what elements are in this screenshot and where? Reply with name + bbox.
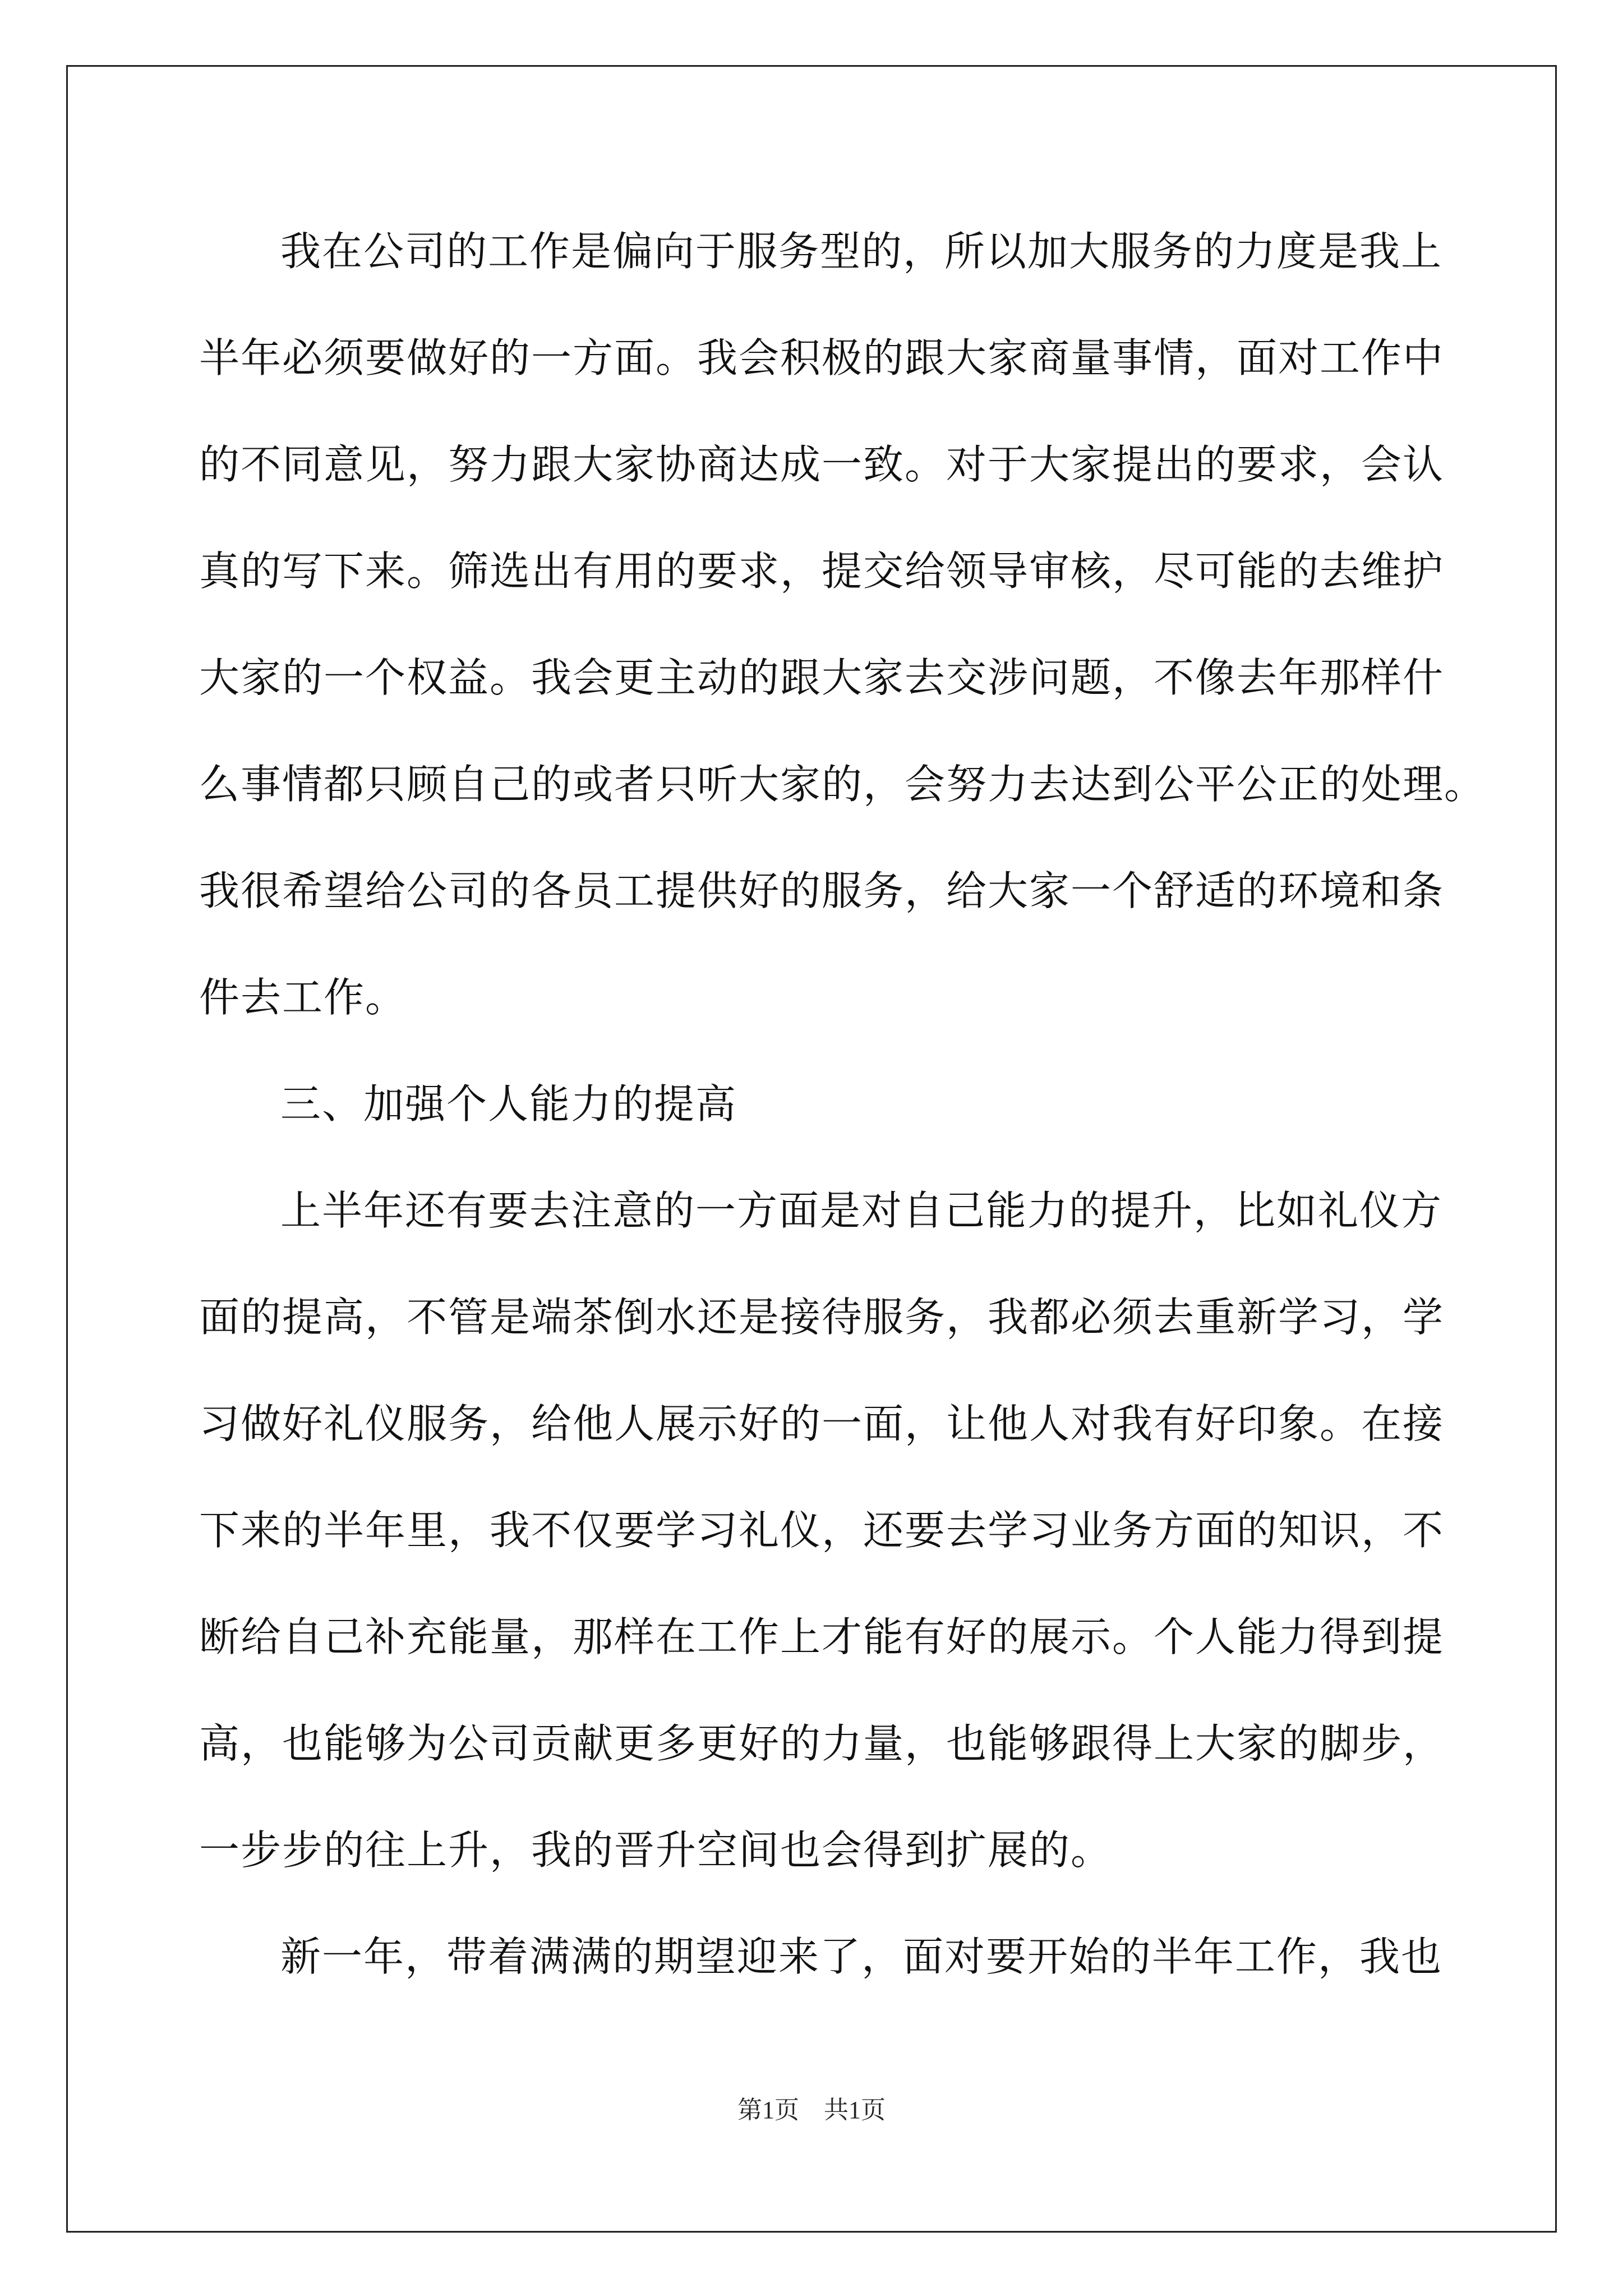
paragraph-line: 一步步的往上升，我的晋升空间也会得到扩展的。 xyxy=(199,1826,1113,1874)
paragraph-line: 我在公司的工作是偏向于服务型的，所以加大服务的力度是我上 xyxy=(280,228,1443,275)
paragraph-line: 下来的半年里，我不仅要学习礼仪，还要去学习业务方面的知识，不 xyxy=(199,1507,1445,1554)
page-border xyxy=(66,65,1557,2233)
paragraph-line: 面的提高，不管是端茶倒水还是接待服务，我都必须去重新学习，学 xyxy=(199,1294,1445,1341)
paragraph-line: 习做好礼仪服务，给他人展示好的一面，让他人对我有好印象。在接 xyxy=(199,1400,1445,1447)
paragraph-line: 件去工作。 xyxy=(199,974,407,1021)
paragraph-line: 高，也能够为公司贡献更多更好的力量，也能够跟得上大家的脚步， xyxy=(199,1720,1445,1767)
paragraph-line: 大家的一个权益。我会更主动的跟大家去交涉问题，不像去年那样什 xyxy=(199,654,1445,701)
section-heading: 三、加强个人能力的提高 xyxy=(280,1080,737,1128)
paragraph-line: 半年必须要做好的一方面。我会积极的跟大家商量事情，面对工作中 xyxy=(199,334,1445,381)
page-total: 共1页 xyxy=(824,2096,886,2124)
paragraph-line: 我很希望给公司的各员工提供好的服务，给大家一个舒适的环境和条 xyxy=(199,867,1445,914)
paragraph-line: 的不同意见，努力跟大家协商达成一致。对于大家提出的要求，会认 xyxy=(199,441,1445,488)
paragraph-line: 断给自己补充能量，那样在工作上才能有好的展示。个人能力得到提 xyxy=(199,1613,1445,1660)
page-footer xyxy=(0,2090,1623,2125)
paragraph-line: 么事情都只顾自己的或者只听大家的，会努力去达到公平公正的处理。 xyxy=(199,761,1486,808)
paragraph-line: 上半年还有要去注意的一方面是对自己能力的提升，比如礼仪方 xyxy=(280,1187,1443,1234)
paragraph-line: 真的写下来。筛选出有用的要求，提交给领导审核，尽可能的去维护 xyxy=(199,547,1445,595)
paragraph-line: 新一年，带着满满的期望迎来了，面对要开始的半年工作，我也 xyxy=(280,1933,1443,1980)
page-number: 第1页 xyxy=(737,2096,799,2124)
